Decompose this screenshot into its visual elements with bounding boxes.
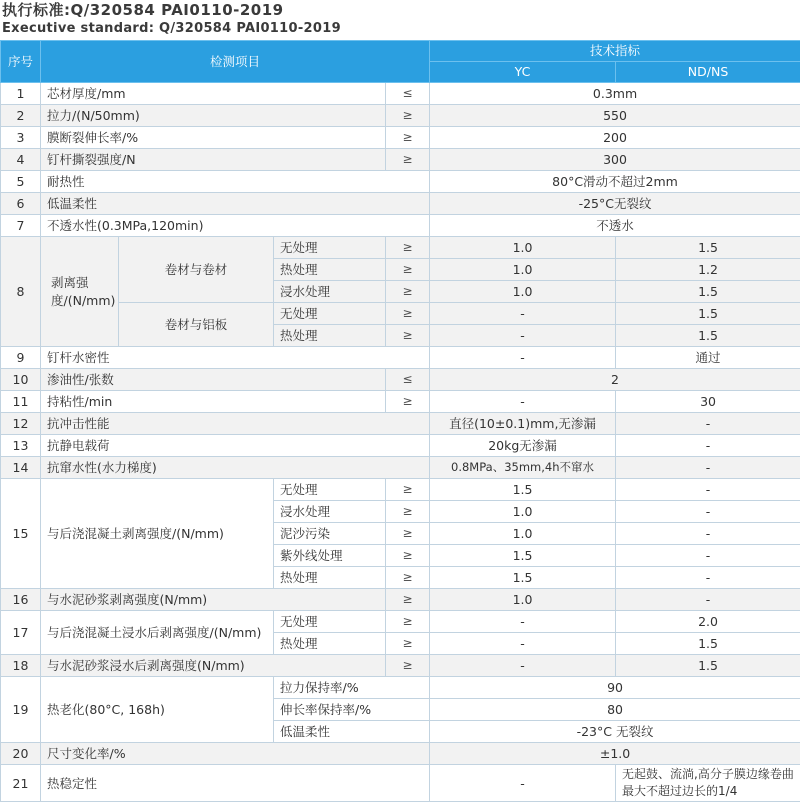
spec-table [0,40,800,802]
table-row [1,127,800,149]
row-sub-item: 拉力保持率/% [274,677,430,699]
row-no: 4 [1,149,41,171]
row-item: 钉杆水密性 [41,347,430,369]
table-row [1,171,800,193]
table-row [1,347,800,369]
row-symbol: ≤ [386,83,430,105]
row-value-ndns: 30 [616,391,800,413]
header [0,0,800,40]
row-item: 持粘性/min [41,391,386,413]
col-header-yc: YC [430,62,616,83]
table-row [1,435,800,457]
row-symbol: ≥ [386,655,430,677]
row-value: 80°C滑动不超过2mm [430,171,800,193]
table-row [1,589,800,611]
row-sub-item: 热处理 [274,567,386,589]
row-no: 18 [1,655,41,677]
row-value-yc: - [430,765,616,802]
row-value-ndns: 1.5 [616,303,800,325]
row-item: 耐热性 [41,171,430,193]
row-no: 19 [1,677,41,743]
row-value-yc: 直径(10±0.1)mm,无渗漏 [430,413,616,435]
row-value-ndns: 无起鼓、流淌,高分子膜边缘卷曲最大不超过边长的1/4 [616,765,800,802]
table-row [1,677,800,699]
row-item: 钉杆撕裂强度/N [41,149,386,171]
row-no: 21 [1,765,41,802]
row-value-ndns: - [616,457,800,479]
row-value: 200 [430,127,800,149]
row-no: 7 [1,215,41,237]
row-sub-item: 伸长率保持率/% [274,699,430,721]
row-item: 与水泥砂浆浸水后剥离强度(N/mm) [41,655,386,677]
row-value-ndns: 2.0 [616,611,800,633]
row-value-yc: 1.5 [430,567,616,589]
row-value-yc: - [430,325,616,347]
row-value-yc: 1.5 [430,545,616,567]
table-row [1,369,800,391]
table-row [1,655,800,677]
row-sub-item: 泥沙污染 [274,523,386,545]
row-value-ndns: - [616,589,800,611]
row-item: 膜断裂伸长率/% [41,127,386,149]
row-item: 芯材厚度/mm [41,83,386,105]
row-item: 尺寸变化率/% [41,743,430,765]
row-value: 300 [430,149,800,171]
row-symbol: ≥ [386,589,430,611]
row-group: 卷材与铝板 [119,303,274,347]
row-sub-item: 紫外线处理 [274,545,386,567]
row-item: 热老化(80°C, 168h) [41,677,274,743]
row-symbol: ≥ [386,259,430,281]
row-value-ndns: 1.2 [616,259,800,281]
row-value: -23°C 无裂纹 [430,721,800,743]
row-symbol: ≥ [386,281,430,303]
row-symbol: ≥ [386,611,430,633]
row-no: 2 [1,105,41,127]
row-symbol: ≥ [386,325,430,347]
row-value-yc: 1.0 [430,237,616,259]
row-value-ndns: - [616,435,800,457]
standard-title-en: Executive standard: Q/320584 PAI0110-2019 [2,21,341,36]
row-sub-item: 低温柔性 [274,721,430,743]
row-value-ndns: - [616,567,800,589]
row-value-ndns: 1.5 [616,281,800,303]
table-header-row [1,41,800,62]
row-symbol: ≥ [386,523,430,545]
row-value-ndns: 1.5 [616,655,800,677]
table-row [1,83,800,105]
row-symbol: ≥ [386,567,430,589]
row-item: 与水泥砂浆剥离强度(N/mm) [41,589,386,611]
table-row [1,391,800,413]
row-symbol: ≥ [386,237,430,259]
row-no: 20 [1,743,41,765]
row-item: 剥离强度/(N/mm) [41,237,119,347]
row-no: 14 [1,457,41,479]
row-value-yc: - [430,391,616,413]
row-value-yc: - [430,303,616,325]
table-row [1,457,800,479]
row-sub-item: 热处理 [274,259,386,281]
col-header-item: 检测项目 [41,41,430,83]
row-value-ndns: 1.5 [616,237,800,259]
row-no: 3 [1,127,41,149]
table-row [1,193,800,215]
row-value: 0.3mm [430,83,800,105]
row-no: 1 [1,83,41,105]
row-symbol: ≤ [386,369,430,391]
row-sub-item: 无处理 [274,611,386,633]
row-no: 8 [1,237,41,347]
row-item: 与后浇混凝土浸水后剥离强度/(N/mm) [41,611,274,655]
row-value-yc: - [430,347,616,369]
row-value: 2 [430,369,800,391]
row-item: 抗窜水性(水力梯度) [41,457,430,479]
row-symbol: ≥ [386,127,430,149]
row-sub-item: 无处理 [274,237,386,259]
row-no: 6 [1,193,41,215]
row-symbol: ≥ [386,479,430,501]
col-header-no: 序号 [1,41,41,83]
table-row [1,611,800,633]
row-symbol: ≥ [386,501,430,523]
row-no: 10 [1,369,41,391]
row-item: 不透水性(0.3MPa,120min) [41,215,430,237]
row-value-ndns: 通过 [616,347,800,369]
row-value-yc: - [430,611,616,633]
row-value-yc: 20kg无渗漏 [430,435,616,457]
row-group: 卷材与卷材 [119,237,274,303]
row-no: 12 [1,413,41,435]
table-row [1,479,800,501]
row-sub-item: 热处理 [274,325,386,347]
row-value-ndns: - [616,523,800,545]
table-row [1,105,800,127]
row-value-yc: 1.5 [430,479,616,501]
row-value: ±1.0 [430,743,800,765]
row-sub-item: 热处理 [274,633,386,655]
col-header-ndns: ND/NS [616,62,800,83]
row-value-ndns: - [616,501,800,523]
row-item: 抗静电载荷 [41,435,430,457]
row-symbol: ≥ [386,391,430,413]
table-row [1,215,800,237]
table-row [1,149,800,171]
table-row [1,237,800,259]
row-value-yc: - [430,633,616,655]
row-value: -25°C无裂纹 [430,193,800,215]
row-symbol: ≥ [386,105,430,127]
row-no: 13 [1,435,41,457]
row-no: 17 [1,611,41,655]
row-no: 5 [1,171,41,193]
table-row [1,413,800,435]
table-row [1,303,800,325]
row-item: 与后浇混凝土剥离强度/(N/mm) [41,479,274,589]
row-item: 热稳定性 [41,765,430,802]
row-value-yc: 1.0 [430,523,616,545]
row-value: 550 [430,105,800,127]
row-value: 不透水 [430,215,800,237]
row-value-ndns: 1.5 [616,325,800,347]
row-value-ndns: - [616,545,800,567]
row-value-yc: 1.0 [430,259,616,281]
row-sub-item: 无处理 [274,303,386,325]
row-sub-item: 浸水处理 [274,501,386,523]
standard-title-zh: 执行标准:Q/320584 PAI0110-2019 [2,1,284,19]
row-value-yc: 0.8MPa、35mm,4h不窜水 [430,457,616,479]
row-value-yc: 1.0 [430,589,616,611]
row-value: 90 [430,677,800,699]
row-value-yc: 1.0 [430,281,616,303]
row-no: 9 [1,347,41,369]
row-value-ndns: 1.5 [616,633,800,655]
row-value-yc: 1.0 [430,501,616,523]
row-no: 16 [1,589,41,611]
row-value-yc: - [430,655,616,677]
row-item: 渗油性/张数 [41,369,386,391]
row-symbol: ≥ [386,303,430,325]
row-item: 抗冲击性能 [41,413,430,435]
row-item: 拉力/(N/50mm) [41,105,386,127]
row-symbol: ≥ [386,633,430,655]
row-symbol: ≥ [386,545,430,567]
row-value-ndns: - [616,479,800,501]
row-no: 15 [1,479,41,589]
table-row [1,743,800,765]
col-header-spec: 技术指标 [430,41,800,62]
row-item: 低温柔性 [41,193,430,215]
row-value-ndns: - [616,413,800,435]
row-value: 80 [430,699,800,721]
row-sub-item: 浸水处理 [274,281,386,303]
row-symbol: ≥ [386,149,430,171]
row-sub-item: 无处理 [274,479,386,501]
table-row [1,765,800,802]
row-no: 11 [1,391,41,413]
